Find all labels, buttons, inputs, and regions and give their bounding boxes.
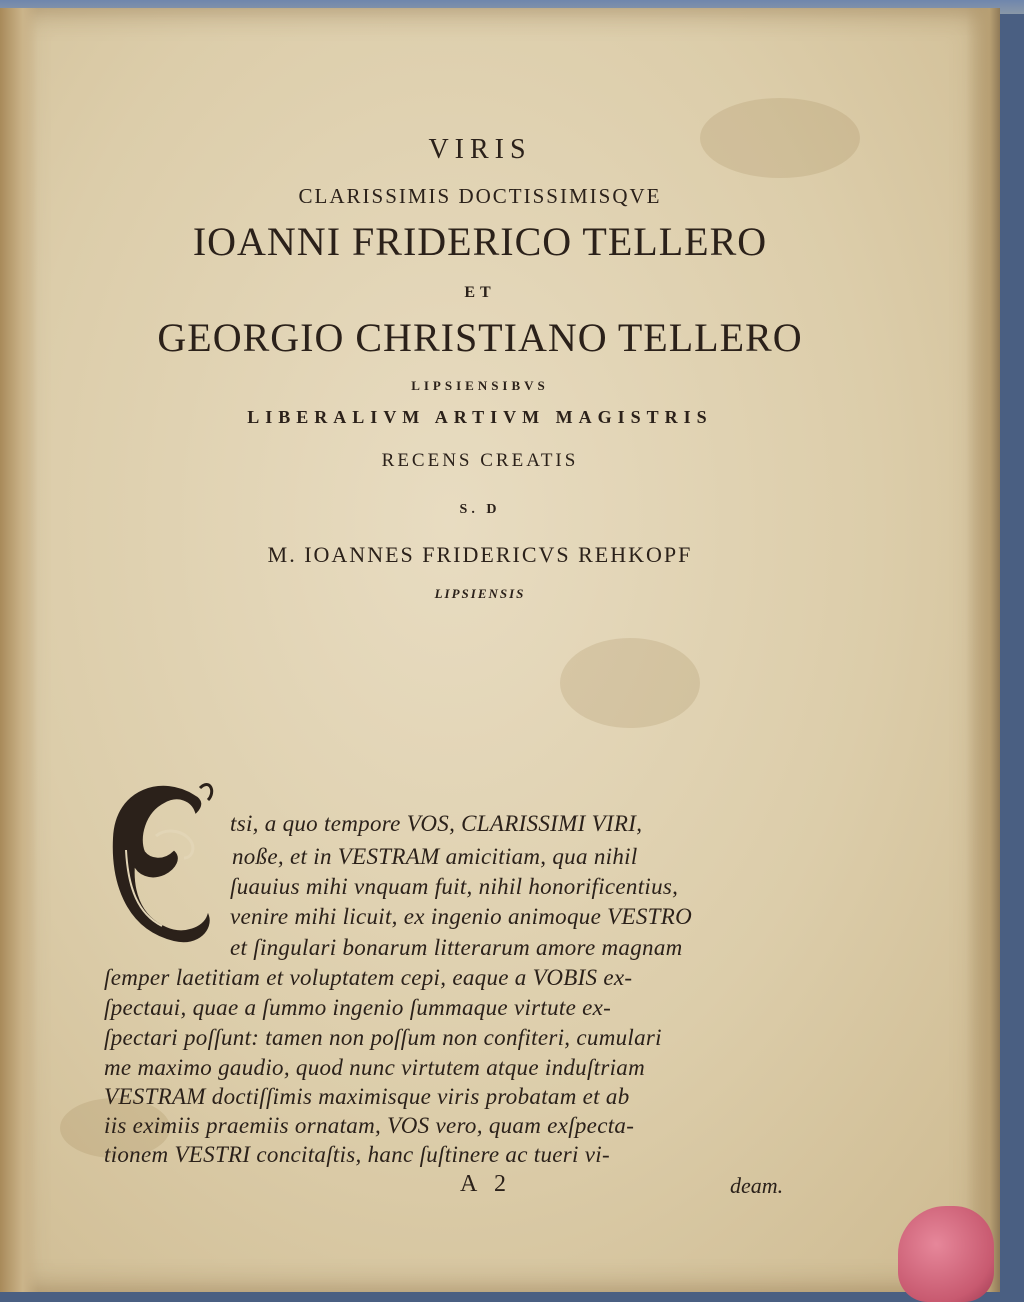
body-line: iis eximiis praemiis ornatam, VOS vero, quam exſpecta-: [104, 1113, 635, 1138]
dedication-subheading: CLARISSIMIS DOCTISSIMISQVE: [298, 184, 662, 208]
body-line: me maximo gaudio, quod nunc virtutem atque induſtriam: [104, 1055, 646, 1080]
conjunction-line: ET: [464, 284, 496, 301]
author-origin: LIPSIENSIS: [434, 586, 526, 601]
paper-stain: [560, 638, 700, 728]
dedication-heading: VIRIS: [428, 134, 532, 165]
recipient-origin: LIPSIENSIBVS: [411, 378, 549, 393]
recipient-name-1: IOANNI FRIDERICO TELLERO: [192, 219, 768, 264]
body-line: et ſingulari bonarum litterarum amore magnam: [230, 935, 683, 960]
body-line: ſpectaui, quae a ſummo ingenio ſummaque virtute ex-: [104, 995, 612, 1020]
body-line: tsi, a quo tempore VOS, CLARISSIMI VIRI,: [230, 811, 643, 836]
thumb: [898, 1206, 994, 1302]
decorated-initial-glyph: [104, 778, 218, 950]
body-line: venire mihi licuit, ex ingenio animoque VESTRO: [230, 904, 692, 929]
signature-mark: A 2: [460, 1171, 513, 1197]
page-edge: [966, 8, 1000, 1292]
salutation: S. D: [459, 502, 501, 517]
body-line: ſemper laetitiam et voluptatem cepi, eaque a VOBIS ex-: [104, 965, 633, 990]
body-line: noße, et in VESTRAM amicitiam, qua nihil: [232, 844, 638, 869]
body-line: VESTRAM doctiſſimis maximisque viris probatam et ab: [104, 1084, 630, 1109]
recipient-name-2: GEORGIO CHRISTIANO TELLERO: [157, 315, 803, 360]
recipient-degree: LIBERALIVM ARTIVM MAGISTRIS: [247, 407, 713, 427]
book-page: [0, 8, 1000, 1292]
catchword: deam.: [730, 1173, 784, 1198]
decorated-initial: [104, 778, 218, 950]
recipient-status: RECENS CREATIS: [381, 450, 579, 471]
body-line: tionem VESTRI concitaſtis, hanc ſuſtinere ac tueri vi-: [104, 1142, 610, 1167]
body-line: ſuauius mihi vnquam fuit, nihil honorificentius,: [230, 874, 679, 899]
author-name: M. IOANNES FRIDERICVS REHKOPF: [267, 542, 693, 567]
body-line: ſpectari poſſunt: tamen non poſſum non confiteri, cumulari: [104, 1025, 662, 1050]
